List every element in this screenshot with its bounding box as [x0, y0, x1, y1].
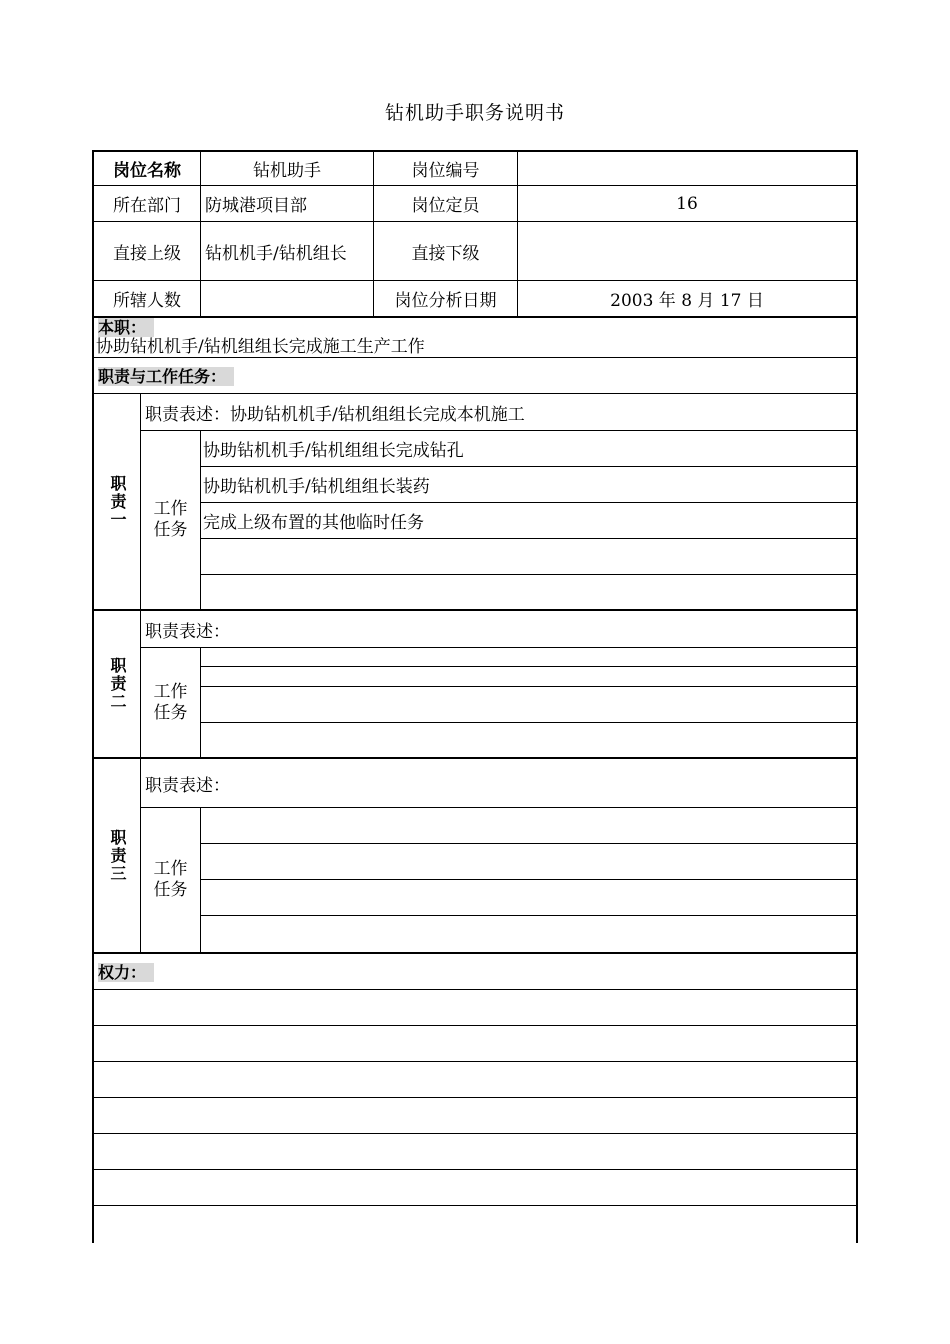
duties-heading: 职责与工作任务： [98, 367, 234, 386]
duty-1-task-2: 协助钻机机手/钻机组组长装药 [201, 467, 856, 503]
core-duty-label: 本职： [98, 318, 154, 337]
core-duty-section [92, 318, 858, 358]
document-title: 钻机助手职务说明书 [384, 102, 565, 124]
power-row-3 [92, 1062, 858, 1098]
superior-value: 钻机机手/钻机组长 [201, 222, 374, 280]
info-row-position [92, 150, 858, 186]
duty-1-task-4 [201, 539, 856, 575]
duty-1-task-5 [201, 575, 856, 609]
duty-3-label: 职责三 [94, 759, 141, 952]
duty-2-task-label: 工作任务 [141, 648, 201, 757]
duty-3-task-4 [201, 916, 856, 952]
power-row-1 [92, 990, 858, 1026]
duty-3-task-1 [201, 808, 856, 844]
core-duty-text: 协助钻机机手/钻机组组长完成施工生产工作 [96, 336, 425, 357]
managed-label: 所辖人数 [94, 281, 201, 316]
duty-1-task-3: 完成上级布置的其他临时任务 [201, 503, 856, 539]
analysis-date-value: 2003 年 8 月 17 日 [610, 291, 764, 311]
info-row-managed [92, 281, 858, 318]
staffing-label: 岗位定员 [374, 186, 518, 221]
power-heading-row [92, 954, 858, 990]
duty-block-3 [92, 759, 858, 954]
analysis-date-label: 岗位分析日期 [374, 281, 518, 316]
duty-2-label: 职责二 [94, 611, 141, 757]
position-no-label: 岗位编号 [374, 152, 518, 185]
job-description-table [92, 150, 858, 1243]
position-no-value [518, 152, 856, 185]
dept-value: 防城港项目部 [201, 186, 374, 221]
duty-2-task-1 [201, 648, 856, 667]
power-row-4 [92, 1098, 858, 1134]
duty-1-task-label: 工作任务 [141, 431, 201, 609]
superior-label: 直接上级 [94, 222, 201, 280]
duty-2-task-4 [201, 723, 856, 757]
subordinate-value [518, 222, 856, 280]
duties-heading-row [92, 358, 858, 394]
position-name-label: 岗位名称 [94, 152, 201, 185]
info-row-dept [92, 186, 858, 222]
position-name-value: 钻机助手 [201, 152, 374, 185]
staffing-value: 16 [676, 193, 698, 214]
duty-1-task-1: 协助钻机机手/钻机组组长完成钻孔 [201, 431, 856, 467]
power-row-7 [92, 1206, 858, 1243]
duty-1-label: 职责一 [94, 394, 141, 609]
duty-2-task-3 [201, 687, 856, 723]
duty-3-task-label: 工作任务 [141, 808, 201, 952]
duty-3-task-2 [201, 844, 856, 880]
info-row-superior [92, 222, 858, 281]
dept-label: 所在部门 [94, 186, 201, 221]
subordinate-label: 直接下级 [374, 222, 518, 280]
power-row-6 [92, 1170, 858, 1206]
power-row-5 [92, 1134, 858, 1170]
duty-3-task-3 [201, 880, 856, 916]
power-label: 权力： [98, 963, 154, 982]
power-row-2 [92, 1026, 858, 1062]
duty-block-1 [92, 394, 858, 611]
duty-block-2 [92, 611, 858, 759]
duty-2-desc: 职责表述： [141, 611, 856, 648]
managed-value [201, 281, 374, 316]
duty-1-desc: 职责表述：协助钻机机手/钻机组组长完成本机施工 [141, 394, 856, 431]
duty-2-task-2 [201, 667, 856, 687]
duty-3-desc: 职责表述： [141, 759, 856, 808]
